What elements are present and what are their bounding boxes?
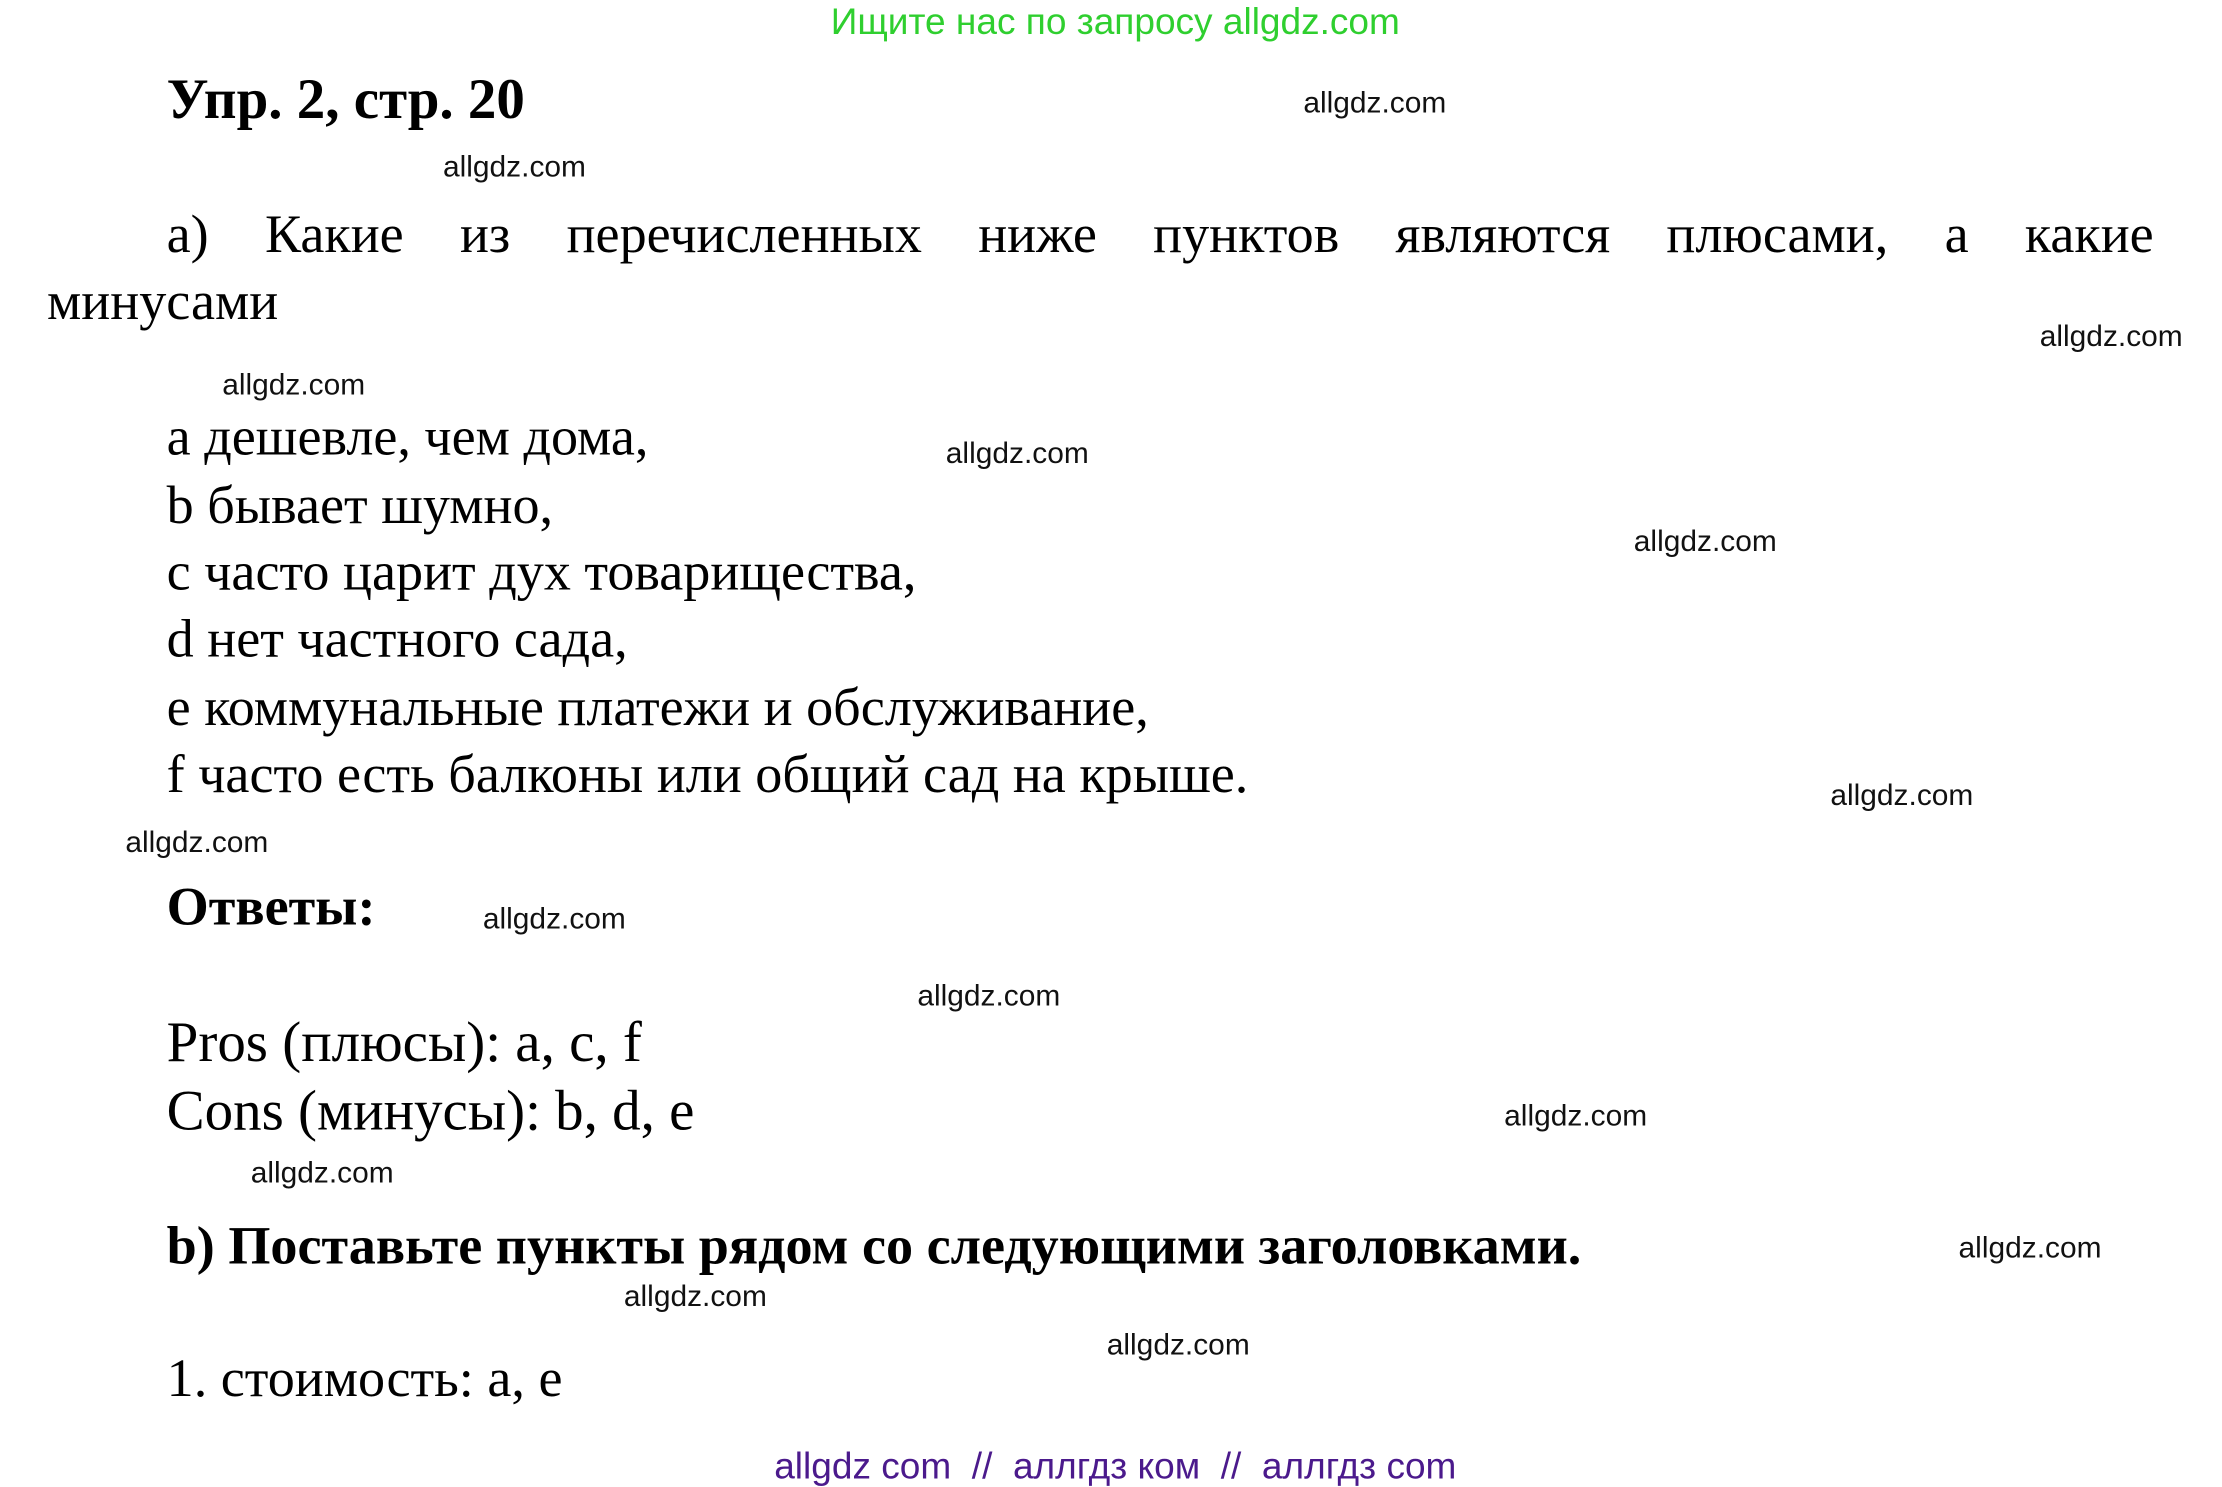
exercise-title: Упр. 2, стр. 20 [166, 66, 525, 132]
list-item: d нет частного сада, [166, 609, 628, 670]
watermark: allgdz.com [917, 979, 1061, 1013]
watermark: allgdz.com [222, 368, 366, 402]
watermark: allgdz.com [125, 826, 269, 859]
answer-pros: Pros (плюсы): a, c, f [166, 1009, 642, 1074]
watermark: allgdz.com [945, 437, 1089, 471]
watermark: allgdz.com [1504, 1099, 1648, 1133]
list-item: e коммунальные платежи и обслуживание, [166, 678, 1149, 738]
answers-heading: Ответы: [166, 877, 376, 938]
task-b-heading: b) Поставьте пункты рядом со следующими заголовками. [166, 1216, 1582, 1277]
list-item: 1. стоимость: a, e [166, 1348, 563, 1409]
answer-cons: Cons (минусы): b, d, e [166, 1078, 695, 1143]
list-item: f часто есть балконы или общий сад на крыше. [166, 744, 1249, 805]
watermark: allgdz.com [1830, 779, 1974, 812]
watermark: allgdz.com [2039, 320, 2183, 354]
list-item: a дешевле, чем дома, [166, 407, 649, 468]
task-a-line2: минусами [47, 272, 279, 332]
watermark: allgdz.com [623, 1280, 767, 1314]
watermark: allgdz.com [250, 1156, 394, 1190]
footer-links: allgdz com // аллгдз ком // аллгдз com [774, 1444, 1457, 1487]
watermark: allgdz.com [1633, 525, 1777, 559]
search-banner: Ищите нас по запросу allgdz.com [830, 0, 1400, 43]
task-a-line1: а) Какие из перечисленных ниже пунктов являются плюсами, а какие [166, 205, 2154, 265]
watermark: allgdz.com [1958, 1232, 2102, 1265]
watermark: allgdz.com [482, 903, 626, 936]
list-item: b бывает шумно, [166, 475, 554, 536]
watermark: allgdz.com [1303, 86, 1447, 120]
watermark: allgdz.com [442, 150, 586, 184]
watermark: allgdz.com [1106, 1328, 1250, 1362]
list-item: c часто царит дух товарищества, [166, 542, 917, 603]
